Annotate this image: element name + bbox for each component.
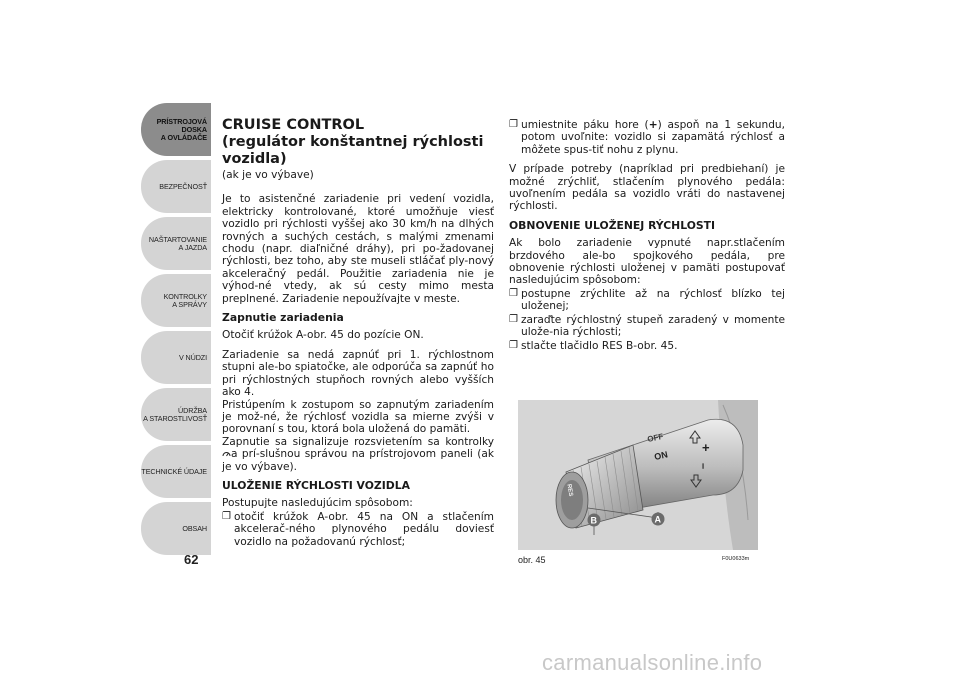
cruise-control-warning-icon bbox=[222, 450, 231, 458]
tab-label: KONTROLKY A SPRÁVY bbox=[163, 291, 207, 309]
b1-text-a: umiestnite páku hore ( bbox=[521, 119, 649, 131]
checkbox-bullet-icon: ❐ bbox=[509, 313, 518, 325]
ulozenie-text: Postupujte nasledujúcim spôsobom: bbox=[222, 497, 413, 510]
marker-b-label: B bbox=[590, 515, 597, 526]
obnovenie-paragraph: Ak bolo zariadenie vypnuté napr.stlačením brzdového ale-bo spojkového pedála, pre obnovenie rýchlosti uloženej v pamäti postupovať nasledujúcim spôsobom: bbox=[509, 237, 785, 287]
chapter-sidebar bbox=[141, 103, 211, 559]
overtake-paragraph: V prípade potreby (napríklad pri predbiehaní) je možné zrýchliť, stlačením plynového pedála: uvoľnením pedála sa vozidlo vráti do nastavenej rýchlosti. bbox=[509, 163, 785, 213]
list-item bbox=[509, 314, 785, 339]
section-title-sub: (regulátor konštantnej rýchlosti vozidla) bbox=[222, 134, 484, 167]
tab-obsah[interactable] bbox=[141, 502, 211, 555]
zapnutie-text-4 bbox=[222, 436, 494, 473]
heading-obnovenie: OBNOVENIE ULOŽENEJ RÝCHLOSTI bbox=[509, 218, 716, 232]
figure-code: F0U0633m bbox=[722, 556, 750, 562]
zapnutie-text-1: Otočiť krúžok A-obr. 45 do pozície ON. bbox=[222, 329, 424, 342]
zapnutie-text-3: Pristúpením k zostupom so zapnutým zariadením je mož-né, že rýchlosť vozidla sa mierne zvýši v porovnaní s tou, ktorá bola uložená do pamäti. bbox=[222, 398, 494, 436]
checkbox-bullet-icon: ❐ bbox=[222, 510, 231, 522]
tab-bezpecnost[interactable] bbox=[141, 160, 211, 213]
tab-technicke-udaje[interactable] bbox=[141, 445, 211, 498]
list-item-text: postupne zrýchlite až na rýchlosť blízko tej uloženej; bbox=[521, 287, 785, 313]
res-button-label: RES bbox=[565, 483, 574, 497]
tab-label: PRÍSTROJOVÁ DOSKA A OVLÁDAČE bbox=[156, 116, 207, 142]
tab-v-nudzi[interactable] bbox=[141, 331, 211, 384]
list-item-text bbox=[521, 119, 785, 156]
zapnutie-text-4a: Zapnutie sa signalizuje rozsvietením sa kontrolky bbox=[222, 435, 494, 448]
tab-udrzba[interactable] bbox=[141, 388, 211, 441]
list-item-text: zaraďte rýchlostný stupeň zaradený v momente ulože-nia rýchlosti; bbox=[521, 313, 785, 339]
plus-symbol: + bbox=[648, 119, 658, 131]
b1-text-b: ) aspoň na 1 sekundu, potom uvoľnite: vozidlo si zapamätá rýchlosť a môžete spus-tiť nohu z plynu. bbox=[521, 119, 786, 156]
list-item-text: stlačte tlačidlo RES B-obr. 45. bbox=[521, 339, 678, 352]
heading-zapnutie: Zapnutie zariadenia bbox=[222, 311, 344, 325]
marker-a-label: A bbox=[654, 514, 661, 525]
list-item bbox=[222, 511, 494, 548]
tab-label: ÚDRŽBA A STAROSTLIVOSŤ bbox=[143, 405, 207, 423]
list-item bbox=[509, 288, 785, 313]
tab-label: NAŠTARTOVANIE A JAZDA bbox=[148, 234, 207, 252]
tab-label: OBSAH bbox=[182, 523, 207, 533]
zapnutie-text-4b: a prí-slušnou správou na prístrojovom paneli (ak je vo výbave). bbox=[222, 448, 494, 473]
checkbox-bullet-icon: ❐ bbox=[509, 119, 518, 130]
on-label: ON bbox=[653, 449, 669, 462]
off-label: OFF bbox=[646, 431, 665, 444]
checkbox-bullet-icon: ❐ bbox=[509, 287, 518, 299]
zapnutie-text-2: Zariadenie sa nedá zapnúť pri 1. rýchlostnom stupni ale-bo spiatočke, ale odporúča sa zapnúť ho pri rýchlostných stupňoch rovných alebo vyšších ako 4. bbox=[222, 348, 494, 399]
heading-ulozenie: ULOŽENIE RÝCHLOSTI VOZIDLA bbox=[222, 478, 410, 492]
list-item bbox=[509, 119, 785, 156]
watermark-text: carmanualsonline.info bbox=[542, 650, 763, 675]
plus-label: + bbox=[702, 440, 710, 455]
tab-kontrolky[interactable] bbox=[141, 274, 211, 327]
tab-pristrojova-doska[interactable] bbox=[141, 103, 211, 156]
availability-note: (ak je vo výbave) bbox=[222, 169, 314, 181]
list-item-text: otočiť krúžok A-obr. 45 na ON a stlačením akcelerač-ného plynového pedálu doviesť vozidlo na požadovanú rýchlosť; bbox=[234, 510, 494, 548]
left-column bbox=[222, 117, 494, 549]
tab-nastartovanie[interactable] bbox=[141, 217, 211, 270]
figure-caption: obr. 45 bbox=[518, 555, 546, 565]
cruise-lever-illustration bbox=[518, 400, 758, 550]
right-column bbox=[509, 119, 785, 353]
section-title: CRUISE CONTROL bbox=[222, 117, 365, 133]
checkbox-bullet-icon: ❐ bbox=[509, 339, 518, 351]
list-item bbox=[509, 340, 785, 352]
figure-cruise-lever bbox=[518, 400, 758, 550]
tab-label: V NÚDZI bbox=[178, 352, 207, 362]
tab-label: BEZPEČNOSŤ bbox=[159, 181, 207, 191]
minus-label: – bbox=[697, 463, 709, 470]
intro-paragraph: Je to asistenčné zariadenie pri vedení vozidla, elektricky kontrolované, ktoré umožňuje viesť vozidlo pri rýchlosti vyššej ako 30 km/h na dlhých rovných a suchých cestách, s malými zmenami chodu (napr. diaľničné dráhy), pri po-žadovanej rýchlosti, bez toho, aby ste museli stláčať ply-nový akceleračný pedál. Použitie zariadenia nie je výhod-né vtedy, ak sú cesty mimo mesta preplnené. Zariadenie nepoužívajte v meste. bbox=[222, 193, 494, 305]
tab-label: TECHNICKÉ ÚDAJE bbox=[141, 466, 207, 476]
page-number: 62 bbox=[184, 552, 199, 567]
